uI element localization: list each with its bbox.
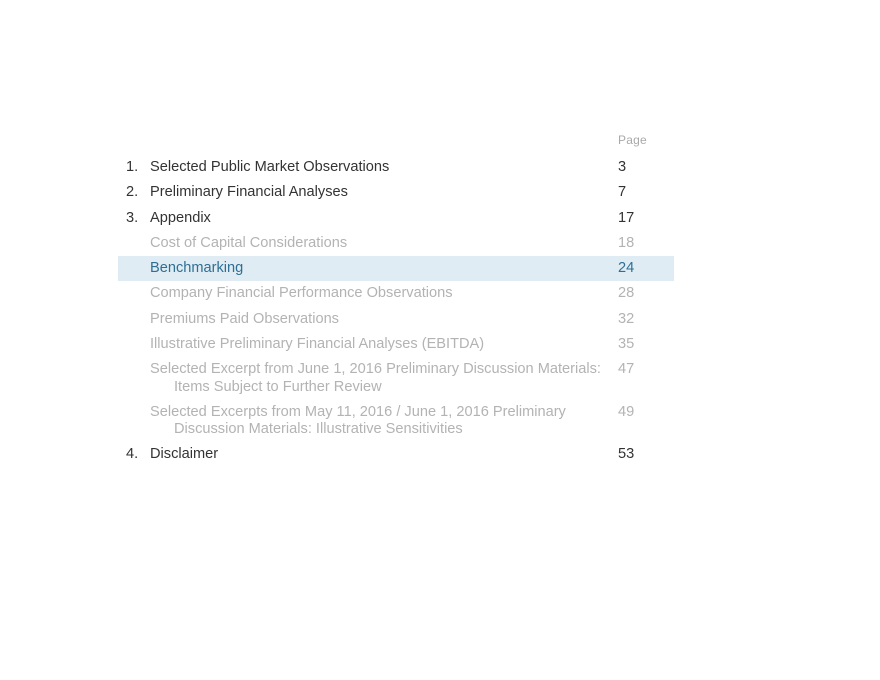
- toc-item-title: Selected Public Market Observations: [150, 159, 390, 175]
- toc-subitem-premiums-paid[interactable]: [118, 307, 674, 332]
- toc-item-title: Appendix: [150, 209, 211, 226]
- toc-item-page: 35: [618, 336, 635, 353]
- toc-item-page: 17: [618, 209, 635, 226]
- toc-subitem-june-excerpt[interactable]: [118, 357, 674, 400]
- toc-item-title: Premiums Paid Observations: [150, 310, 339, 327]
- toc-item-selected-public-market-observations[interactable]: [118, 155, 674, 180]
- toc-subitem-company-financial-performance[interactable]: [118, 281, 674, 306]
- toc-item-page: 49: [618, 403, 635, 420]
- page-column-header: Page: [618, 133, 647, 147]
- toc-list: [118, 155, 674, 468]
- toc-item-title: Illustrative Preliminary Financial Analyses (EBITDA): [150, 336, 485, 353]
- toc-item-number: 1.: [126, 159, 139, 175]
- toc-item-page: 3: [618, 159, 627, 175]
- toc-item-page: 47: [618, 361, 635, 378]
- toc-item-title: Benchmarking: [150, 260, 244, 277]
- toc-item-preliminary-financial-analyses[interactable]: [118, 180, 674, 205]
- toc-item-title: Selected Excerpt from June 1, 2016 Preliminary Discussion Materials: Items Subject to Further Review: [150, 361, 601, 395]
- toc-subitem-benchmarking-active[interactable]: [118, 256, 674, 281]
- toc-item-page: 7: [618, 184, 627, 201]
- toc-subitem-cost-of-capital[interactable]: [118, 231, 674, 256]
- toc-subitem-illustrative-preliminary-ebitda[interactable]: [118, 332, 674, 357]
- toc-item-page: 24: [618, 260, 635, 277]
- toc-item-page: 32: [618, 310, 635, 327]
- toc-item-title: Company Financial Performance Observations: [150, 285, 453, 302]
- toc-item-title: Disclaimer: [150, 446, 219, 463]
- toc-item-page: 28: [618, 285, 635, 302]
- toc-item-title: Selected Excerpts from May 11, 2016 / June 1, 2016 Preliminary Discussion Materials: Illustrative Sensitivities: [150, 403, 566, 438]
- toc-item-page: 53: [618, 446, 635, 463]
- toc-item-number: 2.: [126, 184, 139, 201]
- toc-item-number: 4.: [126, 446, 139, 463]
- toc-item-title: Cost of Capital Considerations: [150, 234, 348, 251]
- toc-item-title: Preliminary Financial Analyses: [150, 184, 348, 201]
- toc-subitem-may-june-excerpts[interactable]: [118, 400, 674, 443]
- toc-item-page: 18: [618, 234, 635, 251]
- toc-item-appendix[interactable]: [118, 206, 674, 231]
- toc-item-number: 3.: [126, 209, 139, 226]
- toc-item-disclaimer[interactable]: [118, 442, 674, 467]
